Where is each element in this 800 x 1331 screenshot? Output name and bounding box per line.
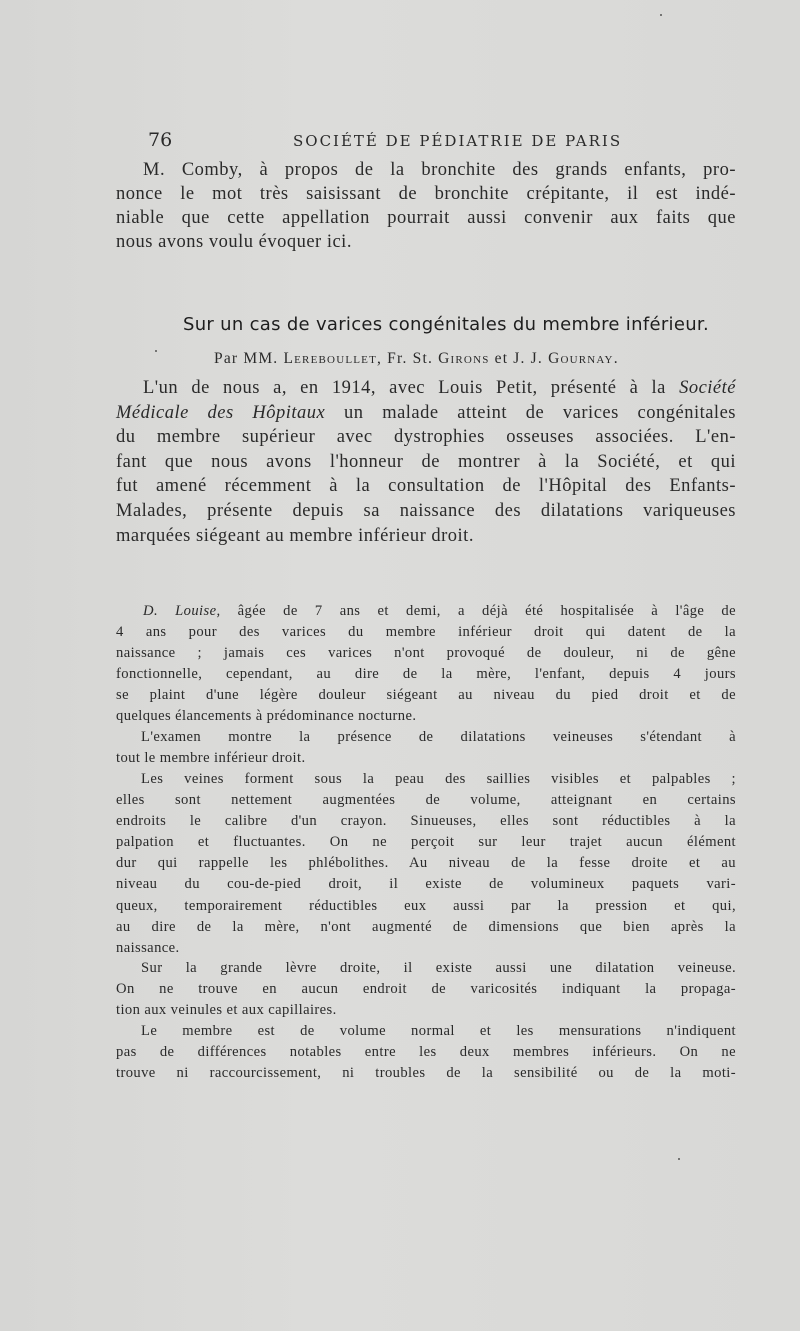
text-line: Le membre est de volume normal et les mensurations n'indiquent [141, 1023, 736, 1039]
author-name: Gournay. [548, 350, 619, 367]
text-line: Les veines forment sous la peau des saillies visibles et palpables ; [141, 771, 736, 787]
text-line: niveau du cou-de-pied droit, il existe de volumineux paquets vari- [116, 876, 736, 893]
text-segment: âgée de 7 ans et demi, a déjà été hospitalisée à l'âge de [220, 603, 737, 619]
text-line: trouve ni raccourcissement, ni troubles de la sensibilité ou de la moti- [116, 1065, 736, 1082]
case-veins [116, 769, 736, 959]
running-head: SOCIÉTÉ DE PÉDIATRIE DE PARIS [293, 132, 623, 150]
patient-name: D. Louise, [143, 603, 221, 619]
text-segment: un malade atteint de varices congénitales [325, 402, 736, 423]
case-limb [116, 1021, 736, 1084]
text-line: fut amené récemment à la consultation de l'Hôpital des Enfants- [116, 476, 736, 497]
author-name: Girons [438, 350, 490, 367]
main-paragraph [116, 376, 736, 548]
text-segment: L'un de nous a, en 1914, avec Louis Petit, présenté à la [143, 378, 680, 398]
text-line: M. Comby, à propos de la bronchite des grands enfants, pro- [143, 160, 736, 180]
text-line: tout le membre inférieur droit. [116, 750, 306, 767]
text-line: tion aux veinules et aux capillaires. [116, 1002, 337, 1019]
text-line: On ne trouve en aucun endroit de varicosités indiquant la propaga- [116, 981, 736, 998]
case-exam [116, 727, 736, 769]
case-history [116, 601, 736, 728]
authors-and: et J. J. [494, 350, 543, 367]
author-name: Lereboullet, [283, 350, 383, 367]
author-name-prefix: Fr. St. [387, 350, 434, 367]
article-title: Sur un cas de varices congénitales du membre inférieur. [183, 314, 709, 335]
article-authors [214, 350, 714, 368]
case-labia [116, 958, 736, 1021]
text-line: niable que cette appellation pourrait aussi convenir aux faits que [116, 208, 736, 228]
text-line: fonctionnelle, cependant, au dire de la mère, l'enfant, depuis 4 jours [116, 666, 736, 683]
page-header [148, 129, 748, 153]
scan-speck [660, 14, 662, 16]
italic-text: Médicale des Hôpitaux [116, 402, 326, 423]
text-line: naissance ; jamais ces varices n'ont provoqué de douleur, ni de gêne [116, 645, 736, 662]
text-line: au dire de la mère, n'ont augmenté de dimensions que bien après la [116, 918, 736, 935]
text-line: nonce le mot très saisissant de bronchite crépitante, il est indé- [116, 184, 736, 204]
text-line: elles sont nettement augmentées de volume, atteignant en certains [116, 792, 736, 809]
text-line: palpation et fluctuantes. On ne perçoit sur leur trajet aucun élément [116, 834, 736, 851]
text-line: du membre supérieur avec dystrophies osseuses associées. L'en- [116, 427, 736, 448]
text-line: marquées siégeant au membre inférieur droit. [116, 525, 474, 546]
text-line: endroits le calibre d'un crayon. Sinueuses, elles sont réductibles à la [116, 813, 736, 830]
scan-speck [678, 1158, 680, 1160]
text-line: dur qui rappelle les phlébolithes. Au niveau de la fesse droite et au [116, 855, 736, 872]
scan-speck [155, 350, 157, 352]
text-line: 4 ans pour des varices du membre inférieur droit qui datent de la [116, 624, 736, 641]
text-line: L'examen montre la présence de dilatations veineuses s'étendant à [141, 729, 736, 745]
text-line: Sur la grande lèvre droite, il existe aussi une dilatation veineuse. [141, 960, 736, 976]
text-line [116, 376, 736, 401]
text-line: Malades, présente depuis sa naissance des dilatations variqueuses [116, 500, 736, 521]
text-line: pas de différences notables entre les deux membres inférieurs. On ne [116, 1044, 736, 1061]
text-line: nous avons voulu évoquer ici. [116, 232, 352, 252]
text-line: se plaint d'une légère douleur siégeant au niveau du pied droit et de [116, 687, 736, 704]
page-number: 76 [148, 129, 173, 151]
authors-prefix: Par MM. [214, 350, 279, 367]
text-line: naissance. [116, 939, 180, 956]
text-line: queux, temporairement réductibles eux aussi par la pression et qui, [116, 897, 736, 914]
text-line [116, 401, 736, 426]
text-line: fant que nous avons l'honneur de montrer à la Société, et qui [116, 451, 736, 472]
intro-paragraph [116, 158, 736, 254]
text-line [116, 601, 736, 622]
italic-text: Société [679, 378, 736, 398]
text-line: quelques élancements à prédominance nocturne. [116, 708, 417, 725]
